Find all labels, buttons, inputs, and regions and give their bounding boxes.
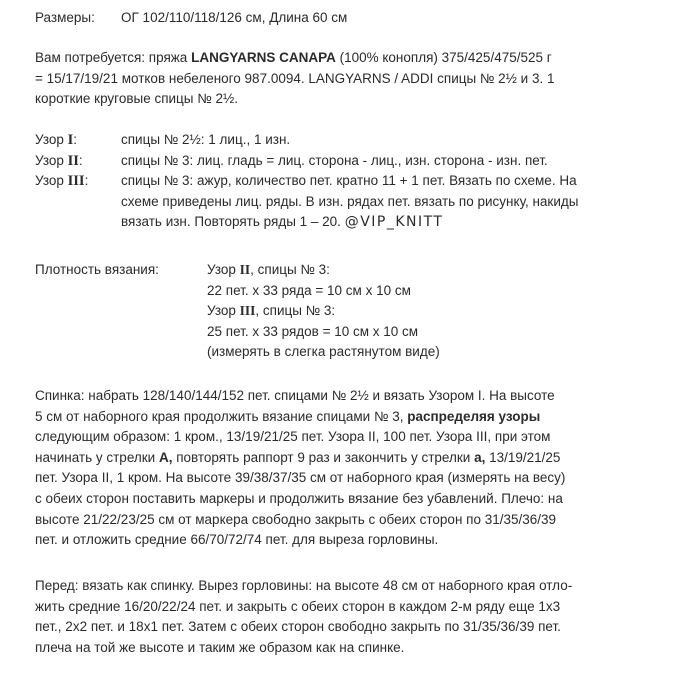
pattern-2-line xyxy=(35,151,665,172)
density-pattern-3-num: III xyxy=(239,303,256,319)
back-line-1: Спинка: набрать 128/140/144/152 пет. спицами № 2½ и вязать Узором I. На высоте xyxy=(35,388,555,403)
pattern-3-line-2: схеме приведены лиц. ряды. В изн. рядах пет. вязать по рисунку, накиды xyxy=(121,193,579,209)
arrow-a-lower: а, xyxy=(474,449,486,465)
pattern-3-text-3: вязать изн. Повторять ряды 1 – 20. xyxy=(121,214,345,230)
pattern-section xyxy=(35,130,665,233)
front-line-4: плеча на той же высоте и таким же образом как на спинке. xyxy=(35,639,405,655)
back-line-8: пет. и отложить средние 66/70/72/74 пет. для выреза горловины. xyxy=(35,532,439,548)
density-line-1: Плотность вязания: Узор II, спицы № 3: xyxy=(35,260,665,281)
pattern-2-label: Узор II: xyxy=(35,152,83,169)
back-line-2: 5 см от наборного края продолжить вязание спицами № 3, распределяя узоры xyxy=(35,408,541,424)
back-line-4: начинать у стрелки А, повторять раппорт 9 раз и закончить у стрелки а, 13/19/21/25 xyxy=(35,449,561,465)
front-line-3: пет., 2х2 пет. и 18х1 пет. Затем с обеих сторон свободно закрыть по 31/35/36/39 пет. xyxy=(35,619,561,635)
sizes-label: Размеры: xyxy=(35,10,95,25)
distribute-patterns-bold: распределяя узоры xyxy=(407,408,541,424)
pattern-3-line-1 xyxy=(35,171,665,192)
materials-section xyxy=(35,48,665,110)
front-line-1: Перед: вязать как спинку. Вырез горловины: на высоте 48 см от наборного края отло- xyxy=(35,578,573,593)
back-line-6: с обеих сторон поставить маркеры и продолжить вязание без убавлений. Плечо: на xyxy=(35,490,563,506)
back-line-7: высоте 21/22/23/25 см от маркера свободно закрыть с обеих сторон по 31/35/36/39 xyxy=(35,511,557,527)
sizes-text: ОГ 102/110/118/126 см, Длина 60 см xyxy=(121,10,348,25)
pattern-1-line xyxy=(35,130,665,151)
materials-line-3: короткие круговые спицы № 2½. xyxy=(35,91,238,107)
back-section xyxy=(35,386,665,551)
back-line-3: следующим образом: 1 кром., 13/19/21/25 пет. Узора II, 100 пет. Узора III, при этом xyxy=(35,429,551,445)
pattern-3-text-1: спицы № 3: ажур, количество пет. кратно 11 + 1 пет. Вязать по схеме. На xyxy=(121,173,577,189)
pattern-2-text: спицы № 3: лиц. гладь = лиц. сторона - лиц., изн. сторона - изн. пет. xyxy=(121,152,548,168)
back-line-5: пет. Узора II, 1 кром. На высоте 39/38/37/35 см от наборного края (измерять на весу) xyxy=(35,470,566,486)
density-label: Плотность вязания: xyxy=(35,262,159,277)
density-line-2: 22 пет. х 33 ряда = 10 см х 10 см xyxy=(207,282,411,298)
front-section xyxy=(35,576,665,658)
materials-prefix: Вам потребуется: пряжа xyxy=(35,50,192,65)
pattern-3-line-3 xyxy=(35,212,665,233)
yarn-brand: LANGYARNS CANAPA xyxy=(191,50,336,65)
density-section xyxy=(35,260,665,363)
materials-suffix: (100% конопля) 375/425/475/525 г xyxy=(335,50,552,65)
density-line-3: Узор III, спицы № 3: xyxy=(207,303,336,319)
front-line-2: жить средние 16/20/22/24 пет. и закрыть с обеих сторон в каждом 2-м ряду еще 1х3 xyxy=(35,598,561,614)
materials-line-2: = 15/17/19/21 мотков небеленого 987.0094. LANGYARNS / ADDI спицы № 2½ и 3. 1 xyxy=(35,70,555,86)
pattern-1-text: спицы № 2½: 1 лиц., 1 изн. xyxy=(121,132,291,147)
arrow-a-upper: А, xyxy=(158,449,173,465)
density-line-5: (измерять в слегка растянутом виде) xyxy=(207,344,440,360)
materials-line-1 xyxy=(35,48,665,69)
watermark-text: @VIP_KNITT xyxy=(344,214,444,231)
density-pattern-2-num: II xyxy=(239,262,251,277)
density-line-4: 25 пет. х 33 рядов = 10 см х 10 см xyxy=(207,323,419,339)
pattern-1-label: Узор I: xyxy=(35,132,78,148)
sizes-section xyxy=(35,8,665,29)
pattern-3-label: Узор III: xyxy=(35,173,89,190)
